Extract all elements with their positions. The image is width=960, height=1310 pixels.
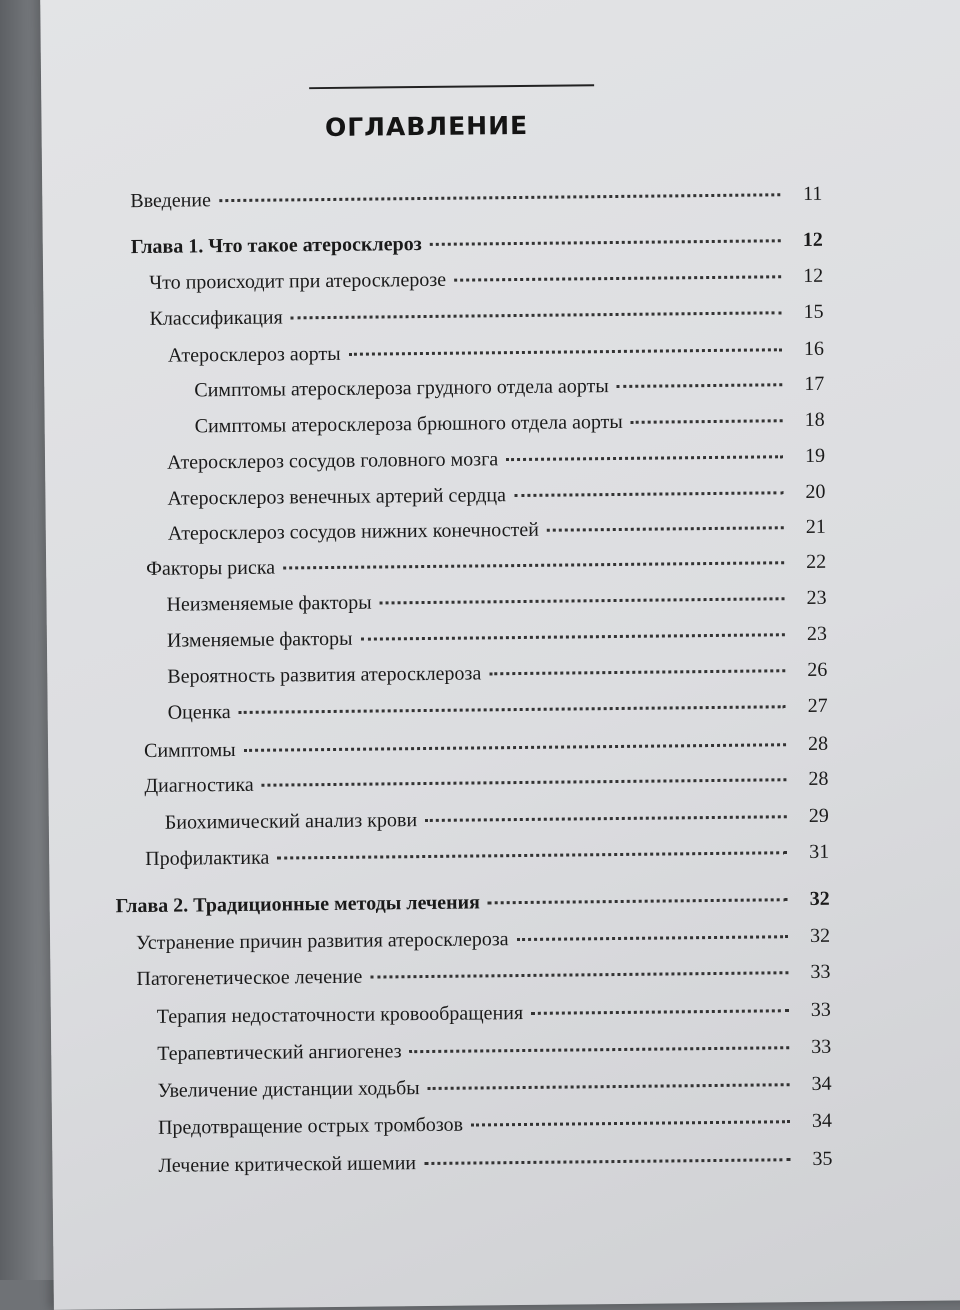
leader-dots (514, 490, 783, 497)
toc-entry-page: 23 (806, 586, 827, 610)
toc-entry (167, 658, 827, 689)
toc-entry-page: 34 (811, 1072, 832, 1095)
table-of-contents (40, 0, 960, 1310)
toc-entry (144, 732, 828, 763)
leader-dots (454, 274, 781, 281)
toc-entry-page: 12 (802, 228, 823, 252)
toc-entry-page: 31 (809, 840, 830, 863)
leader-dots (277, 850, 787, 859)
toc-entry (158, 1109, 832, 1140)
leader-dots (380, 596, 785, 604)
toc-entry (149, 300, 823, 331)
toc-entry-label: Устранение причин развития атеросклероза (135, 928, 509, 955)
toc-entry-page: 16 (803, 337, 825, 361)
toc-entry (167, 480, 825, 511)
toc-entry-label: Профилактика (145, 846, 270, 870)
toc-entry (167, 622, 827, 653)
toc-entry (136, 924, 830, 955)
toc-entry-page: 20 (805, 480, 826, 504)
toc-entry-label: Атеросклероз венечных артерий сердца (167, 484, 507, 510)
toc-entry-label: Атеросклероз сосудов нижних конечностей (167, 518, 540, 545)
toc-entry (158, 1072, 832, 1103)
toc-entry-label: Глава 2. Традиционные методы лечения (115, 891, 481, 918)
leader-dots (547, 525, 784, 531)
toc-entry-page: 27 (807, 694, 828, 718)
toc-entry (158, 1147, 832, 1178)
leader-dots (291, 310, 782, 319)
toc-entry-label: Предотвращение острых тромбозов (157, 1113, 464, 1139)
leader-dots (617, 382, 783, 388)
toc-entry-label: Атеросклероз сосудов головного мозга (166, 448, 499, 474)
toc-entry-label: Терапия недостаточности кровообращения (156, 1001, 524, 1028)
toc-entry (136, 960, 830, 991)
toc-entry-label: Патогенетическое лечение (136, 965, 363, 991)
toc-entry-page: 28 (807, 732, 829, 755)
leader-dots (370, 970, 788, 978)
book-page (40, 0, 960, 1310)
leader-dots (410, 1045, 790, 1053)
toc-entry-page: 26 (807, 658, 828, 682)
leader-dots (349, 347, 782, 356)
toc-entry-label: Оценка (167, 701, 231, 724)
toc-entry (167, 444, 825, 475)
toc-entry (195, 408, 825, 439)
toc-entry-label: Что происходит при атеросклерозе (149, 268, 447, 294)
toc-entry (144, 767, 828, 798)
toc-entry (168, 515, 826, 546)
page-title: ОГЛАВЛЕНИЕ (324, 110, 529, 143)
toc-entry-label: Вероятность развития атеросклероза (167, 662, 482, 688)
toc-entry-page: 17 (804, 372, 825, 396)
toc-entry-label: Симптомы (143, 738, 236, 762)
toc-entry-page: 21 (805, 515, 826, 539)
toc-entry-page: 35 (812, 1147, 833, 1170)
toc-entry-label: Терапевтический ангиогенез (157, 1040, 402, 1065)
leader-dots (430, 238, 781, 246)
leader-dots (283, 560, 784, 569)
toc-entry-page: 15 (803, 300, 824, 324)
toc-chapter (116, 887, 830, 918)
toc-entry (157, 998, 831, 1029)
toc-entry (168, 694, 828, 725)
toc-entry-label: Глава 1. Что такое атеросклероз (130, 233, 422, 259)
toc-entry (168, 337, 824, 368)
toc-entry-label: Лечение критической ишемии (158, 1152, 417, 1177)
toc-entry (194, 372, 824, 403)
leader-dots (262, 777, 787, 786)
toc-entry-page: 11 (802, 182, 823, 206)
leader-dots (517, 934, 789, 941)
toc-entry-label: Атеросклероз аорты (167, 342, 341, 367)
leader-dots (360, 632, 784, 640)
toc-entry-label: Биохимический анализ крови (164, 809, 418, 834)
toc-entry-page: 29 (808, 804, 829, 827)
leader-dots (631, 418, 783, 424)
toc-entry-page: 34 (811, 1109, 833, 1132)
toc-entry (165, 804, 829, 835)
toc-entry-label: Симптомы атеросклероза брюшного отдела аорты (194, 410, 623, 438)
leader-dots (489, 668, 785, 675)
toc-entry-label: Неизменяемые факторы (166, 591, 372, 616)
leader-dots (506, 454, 783, 461)
toc-entry-page: 33 (810, 998, 831, 1021)
leader-dots (428, 1082, 790, 1090)
leader-dots (219, 192, 780, 202)
toc-entry (130, 182, 822, 213)
toc-entry-page: 19 (804, 444, 826, 468)
leader-dots (424, 1157, 790, 1165)
toc-entry (149, 264, 823, 295)
toc-entry (145, 840, 829, 871)
toc-entry-page: 18 (804, 408, 825, 432)
toc-entry-page: 28 (808, 767, 829, 790)
toc-entry-page: 23 (806, 622, 828, 646)
toc-entry-label: Симптомы атеросклероза грудного отдела аорты (194, 375, 609, 402)
leader-dots (531, 1008, 789, 1015)
toc-entry-label: Факторы риска (146, 556, 276, 580)
leader-dots (244, 742, 786, 752)
toc-entry-page: 33 (811, 1035, 832, 1058)
toc-entry-label: Диагностика (144, 773, 254, 797)
toc-entry-label: Увеличение дистанции ходьбы (157, 1077, 420, 1102)
toc-chapter (131, 228, 823, 259)
leader-dots (471, 1119, 790, 1126)
toc-entry-page: 32 (809, 887, 830, 910)
leader-dots (488, 897, 788, 904)
toc-entry (146, 550, 826, 581)
toc-entry-page: 33 (810, 960, 831, 983)
toc-entry-page: 22 (806, 550, 827, 574)
toc-entry-label: Введение (130, 189, 212, 213)
toc-entry-page: 32 (809, 924, 831, 947)
leader-dots (239, 704, 786, 714)
toc-entry (157, 1035, 831, 1066)
toc-entry-label: Изменяемые факторы (166, 627, 353, 652)
toc-entry-label: Классификация (149, 306, 283, 330)
toc-entry (166, 586, 826, 617)
leader-dots (425, 814, 787, 822)
toc-entry-page: 12 (803, 264, 824, 288)
